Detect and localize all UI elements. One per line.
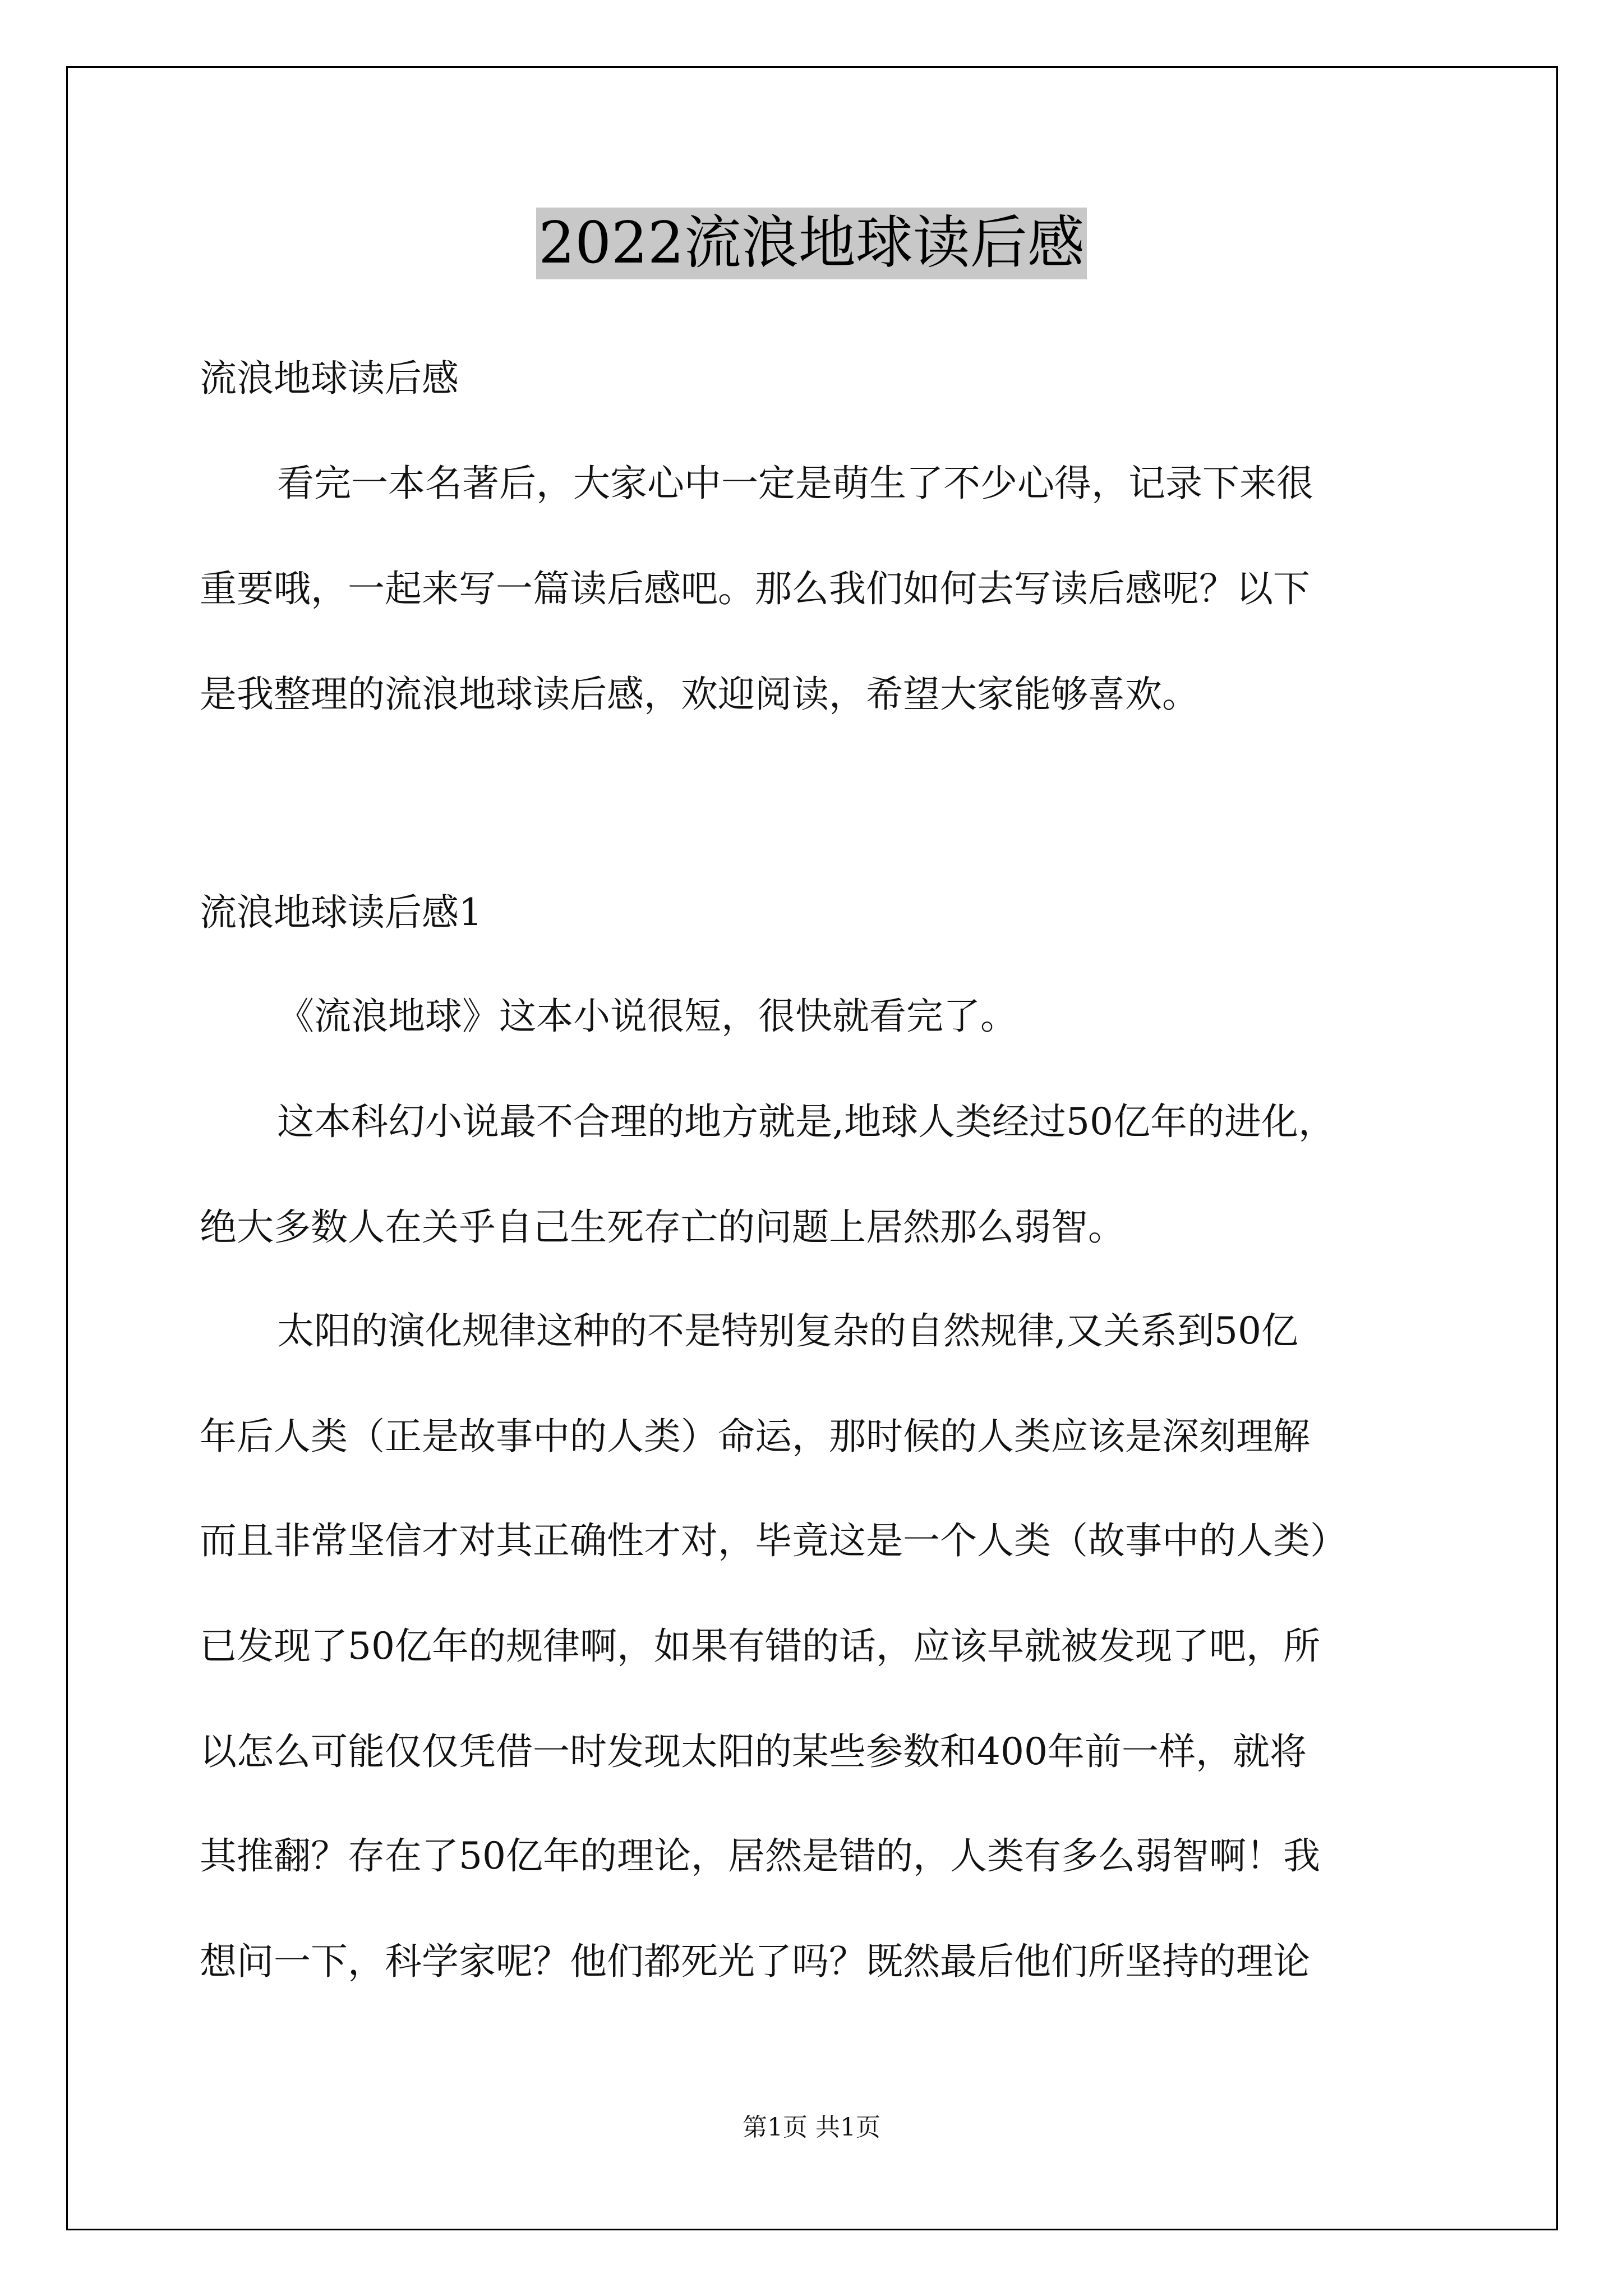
- body-line: 其推翻？存在了50亿年的理论，居然是错的，人类有多么弱智啊！我: [200, 1834, 1320, 1878]
- document-subtitle: 流浪地球读后感: [200, 357, 459, 400]
- page-footer: 第1页 共1页: [743, 2113, 880, 2142]
- body-line: 《流浪地球》这本小说很短，很快就看完了。: [277, 995, 1017, 1038]
- intro-line: 是我整理的流浪地球读后感，欢迎阅读，希望大家能够喜欢。: [200, 673, 1199, 716]
- body-line: 绝大多数人在关乎自己生死存亡的问题上居然那么弱智。: [200, 1205, 1125, 1249]
- body-line: 想问一下，科学家呢？他们都死光了吗？既然最后他们所坚持的理论: [200, 1940, 1310, 1983]
- intro-line: 看完一本名著后，大家心中一定是萌生了不少心得，记录下来很: [277, 462, 1313, 505]
- body-line: 已发现了50亿年的规律啊，如果有错的话，应该早就被发现了吧，所: [200, 1625, 1320, 1668]
- body-line: 以怎么可能仅仅凭借一时发现太阳的某些参数和400年前一样，就将: [200, 1730, 1307, 1773]
- section-heading: 流浪地球读后感1: [200, 891, 482, 934]
- body-line: 太阳的演化规律这种的不是特别复杂的自然规律,又关系到50亿: [277, 1309, 1298, 1352]
- body-line: 这本科幻小说最不合理的地方就是,地球人类经过50亿年的进化，: [277, 1100, 1335, 1143]
- body-line: 而且非常坚信才对其正确性才对，毕竟这是一个人类（故事中的人类）: [200, 1519, 1347, 1562]
- body-line: 年后人类（正是故事中的人类）命运，那时候的人类应该是深刻理解: [200, 1415, 1310, 1458]
- document-title-text: 2022流浪地球读后感: [536, 208, 1087, 279]
- document-title: [0, 208, 1623, 280]
- intro-line: 重要哦，一起来写一篇读后感吧。那么我们如何去写读后感呢？以下: [200, 567, 1310, 610]
